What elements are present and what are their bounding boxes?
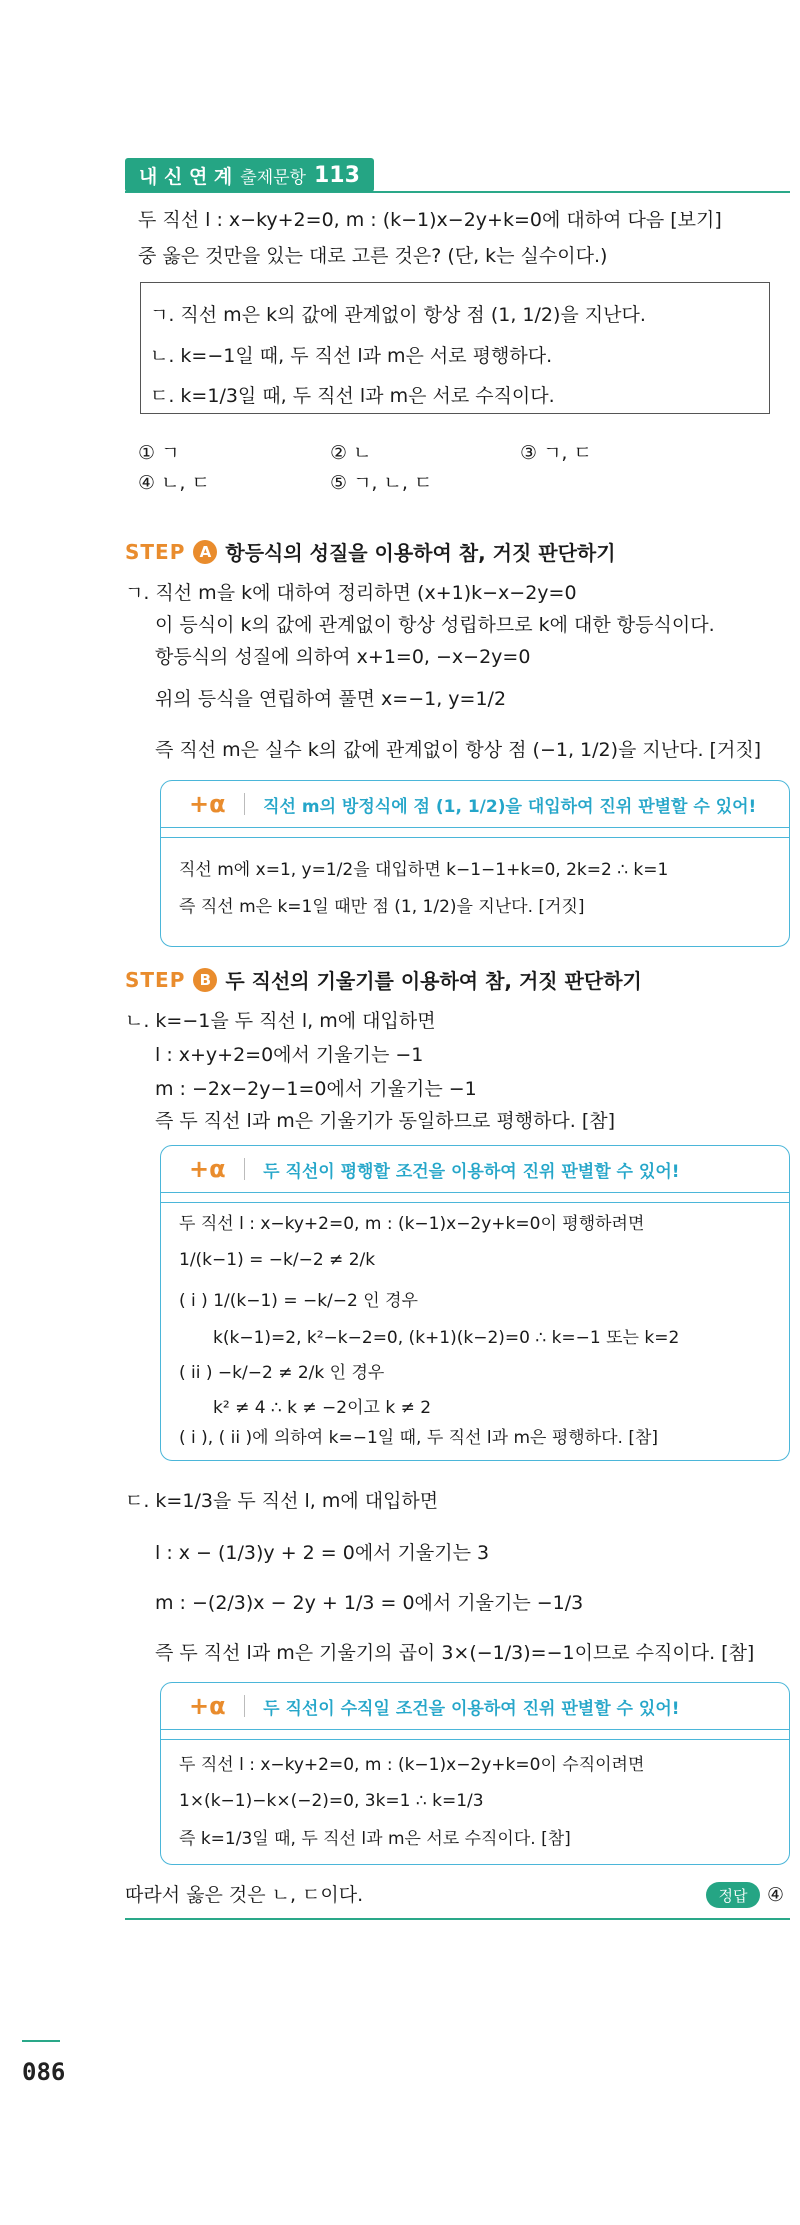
step-b-title: 두 직선의 기울기를 이용하여 참, 거짓 판단하기 (225, 969, 642, 993)
badge-series: 내 신 연 계 (139, 165, 233, 188)
step-b-line-3: m : −2x−2y−1=0에서 기울기는 −1 (155, 1078, 477, 1100)
problem-line-1: 두 직선 l : x−ky+2=0, m : (k−1)x−2y+k=0에 대하여 다음 [보기] (138, 209, 722, 231)
choice-4[interactable]: ④ ㄴ, ㄷ (138, 472, 210, 494)
tip-1-line-2: 즉 직선 m은 k=1일 때만 점 (1, 1/2)을 지난다. [거짓] (179, 897, 585, 917)
step-b-line-4: 즉 두 직선 l과 m은 기울기가 동일하므로 평행하다. [참] (155, 1110, 616, 1132)
tip-3-line-2: 1×(k−1)−k×(−2)=0, 3k=1 ∴ k=1/3 (179, 1791, 484, 1811)
step-a-line-2: 이 등식이 k의 값에 관계없이 항상 성립하므로 k에 대한 항등식이다. (155, 614, 715, 636)
step-a-letter: A (193, 540, 217, 564)
tip-2-line-2: 1/(k−1) = −k/−2 ≠ 2/k (179, 1250, 376, 1270)
problem-badge (125, 158, 374, 192)
step-b-line-2: l : x+y+2=0에서 기울기는 −1 (155, 1044, 424, 1066)
step-b-label: STEP (125, 967, 186, 992)
tip-box-1 (160, 780, 790, 947)
tip-3-header (161, 1683, 789, 1730)
badge-label: 출제문항 (240, 167, 306, 188)
step-a-line-3: 항등식의 성질에 의하여 x+1=0, −x−2y=0 (155, 646, 531, 668)
tip-1-body (161, 837, 789, 946)
tip-2-line-3: ( i ) 1/(k−1) = −k/−2 인 경우 (179, 1291, 418, 1311)
step-b-heading (125, 965, 642, 994)
answer-value: ④ (767, 1884, 785, 1906)
part-c-line-4: 즉 두 직선 l과 m은 기울기의 곱이 3×(−1/3)=−1이므로 수직이다. [참] (155, 1642, 755, 1664)
plus-alpha-icon: +α (189, 1692, 226, 1720)
choice-1[interactable]: ① ㄱ (138, 442, 180, 464)
answer-tag: 정답 (706, 1882, 760, 1908)
page-number-rule (22, 2040, 60, 2042)
step-a-label: STEP (125, 539, 186, 564)
tip-3-line-1: 두 직선 l : x−ky+2=0, m : (k−1)x−2y+k=0이 수직이려면 (179, 1755, 645, 1775)
statement-a: ㄱ. 직선 m은 k의 값에 관계없이 항상 점 (1, 1/2)을 지난다. (150, 304, 646, 326)
choice-5[interactable]: ⑤ ㄱ, ㄴ, ㄷ (330, 472, 433, 494)
tip-2-line-4: k(k−1)=2, k²−k−2=0, (k+1)(k−2)=0 ∴ k=−1 또는 k=2 (213, 1328, 680, 1348)
footer-rule (125, 1918, 790, 1920)
tip-2-line-5: ( ii ) −k/−2 ≠ 2/k 인 경우 (179, 1363, 385, 1383)
statement-c: ㄷ. k=1/3일 때, 두 직선 l과 m은 서로 수직이다. (150, 385, 555, 407)
tip-2-title: 두 직선이 평행할 조건을 이용하여 진위 판별할 수 있어! (263, 1161, 680, 1182)
tip-2-header (161, 1146, 789, 1193)
divider (244, 1695, 246, 1717)
part-c-line-1: ㄷ. k=1/3을 두 직선 l, m에 대입하면 (125, 1490, 439, 1512)
tip-3-line-3: 즉 k=1/3일 때, 두 직선 l과 m은 서로 수직이다. [참] (179, 1829, 571, 1849)
conclusion: 따라서 옳은 것은 ㄴ, ㄷ이다. (125, 1884, 364, 1906)
tip-1-title: 직선 m의 방정식에 점 (1, 1/2)을 대입하여 진위 판별할 수 있어! (263, 796, 757, 817)
step-b-line-1: ㄴ. k=−1을 두 직선 l, m에 대입하면 (125, 1010, 436, 1032)
tip-3-title: 두 직선이 수직일 조건을 이용하여 진위 판별할 수 있어! (263, 1698, 680, 1719)
step-a-line-4: 위의 등식을 연립하여 풀면 x=−1, y=1/2 (155, 688, 507, 710)
step-b-letter: B (193, 968, 217, 992)
choice-3[interactable]: ③ ㄱ, ㄷ (520, 442, 592, 464)
step-a-title: 항등식의 성질을 이용하여 참, 거짓 판단하기 (225, 541, 616, 565)
page-number: 086 (22, 2058, 66, 2086)
badge-number: 113 (313, 162, 360, 188)
tip-2-line-7: ( i ), ( ii )에 의하여 k=−1일 때, 두 직선 l과 m은 평행하다. [참] (179, 1428, 659, 1448)
problem-line-2: 중 옳은 것만을 있는 대로 고른 것은? (단, k는 실수이다.) (138, 245, 608, 267)
tip-1-header (161, 781, 789, 828)
step-a-heading (125, 537, 616, 566)
step-a-line-1: ㄱ. 직선 m을 k에 대하여 정리하면 (x+1)k−x−2y=0 (125, 582, 577, 604)
part-c-line-3: m : −(2/3)x − 2y + 1/3 = 0에서 기울기는 −1/3 (155, 1592, 584, 1614)
tip-1-line-1: 직선 m에 x=1, y=1/2을 대입하면 k−1−1+k=0, 2k=2 ∴ k=1 (179, 860, 669, 880)
choice-2[interactable]: ② ㄴ (330, 442, 372, 464)
tip-box-2 (160, 1145, 790, 1461)
plus-alpha-icon: +α (189, 790, 226, 818)
divider (244, 1158, 246, 1180)
plus-alpha-icon: +α (189, 1155, 226, 1183)
divider (244, 793, 246, 815)
tip-box-3 (160, 1682, 790, 1865)
step-a-line-5: 즉 직선 m은 실수 k의 값에 관계없이 항상 점 (−1, 1/2)을 지난다. [거짓] (155, 739, 762, 761)
tip-2-line-1: 두 직선 l : x−ky+2=0, m : (k−1)x−2y+k=0이 평행하려면 (179, 1214, 645, 1234)
part-c-line-2: l : x − (1/3)y + 2 = 0에서 기울기는 3 (155, 1542, 490, 1564)
tip-2-line-6: k² ≠ 4 ∴ k ≠ −2이고 k ≠ 2 (213, 1398, 432, 1418)
statement-b: ㄴ. k=−1일 때, 두 직선 l과 m은 서로 평행하다. (150, 345, 553, 367)
